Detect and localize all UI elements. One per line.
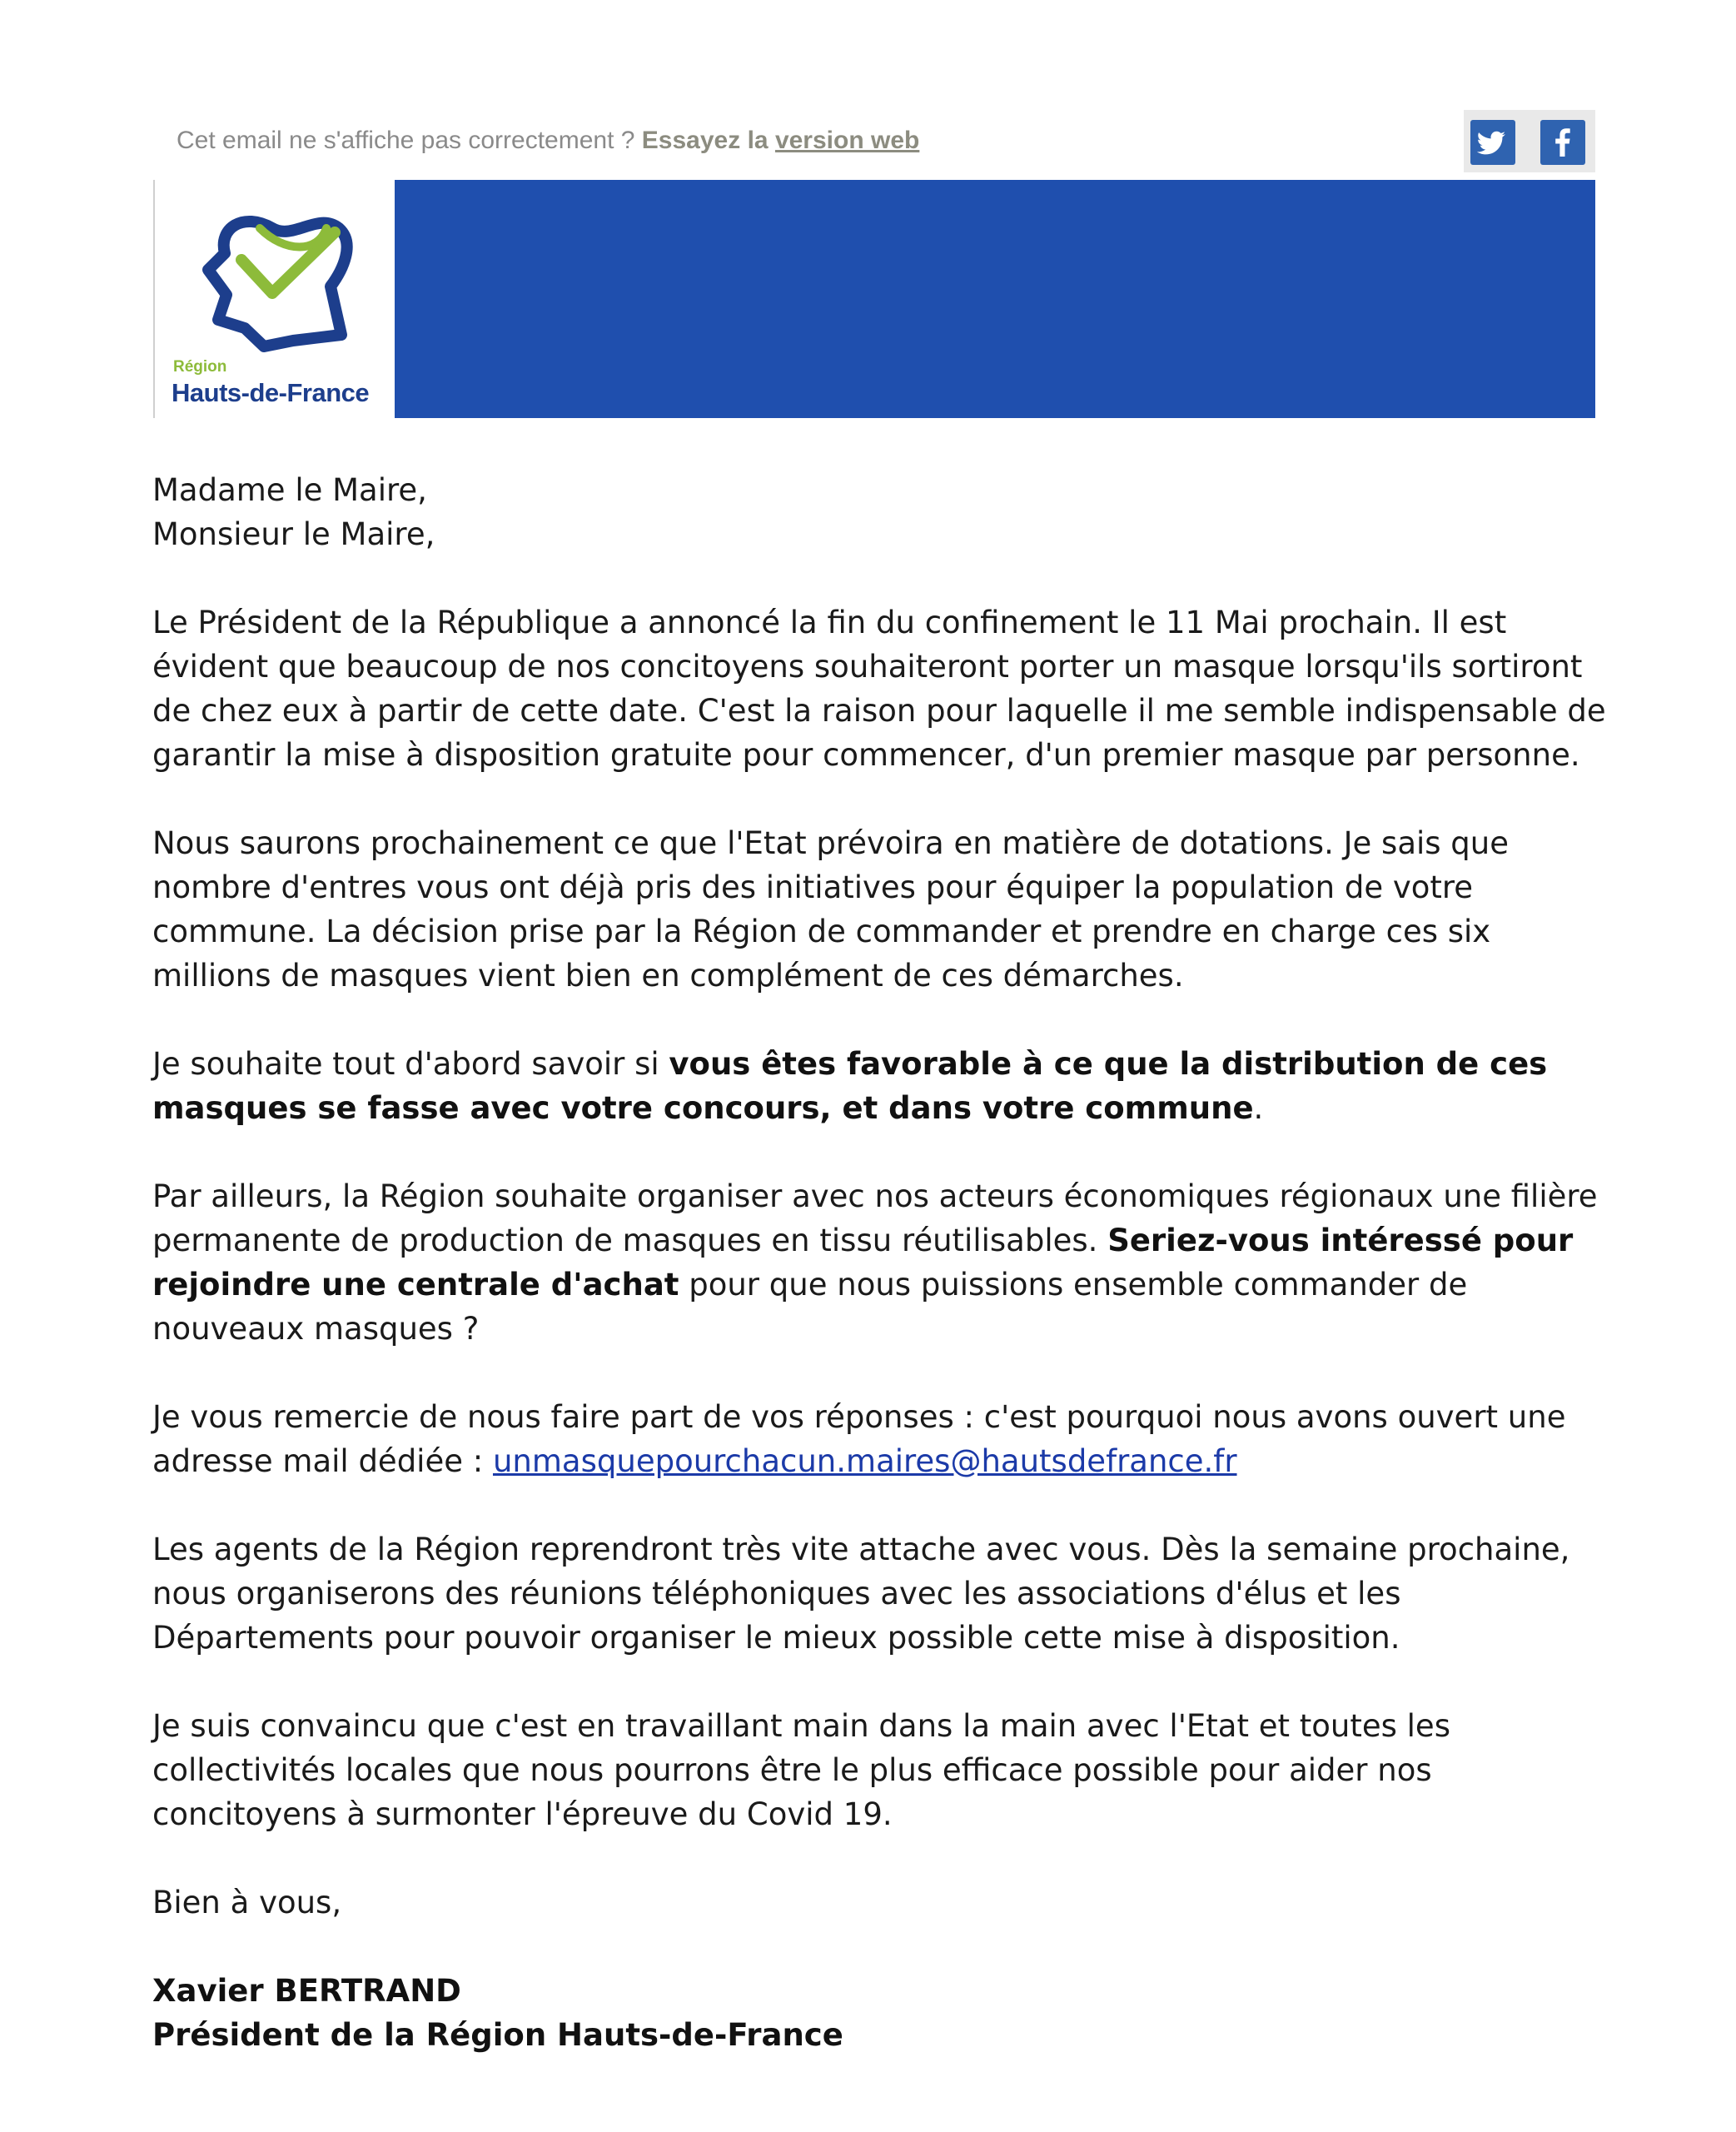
centrale-text: Par ailleurs, la Région souhaite organiser avec nos acteurs économiques régionaux une filière permanente de production de masques en tissu réutilisables. [152,1178,1598,1258]
distribution-text: Je souhaite tout d'abord savoir si [152,1046,669,1082]
logo-region-label: Région [173,358,227,376]
distribution-question: vous êtes favorable à ce que la distribution de ces masques se fasse avec votre concours, et dans votre commune [152,1046,1548,1126]
paragraph-dotations: Nous saurons prochainement ce que l'Etat prévoira en matière de dotations. Je sais que nombre d'entres vous ont déjà pris des initiatives pour équiper la population de votre commune. La décision prise par la Région de commander et prendre en charge ces six millions de masques vient bien en complément de ces démarches. [152,825,1510,994]
closing: Bien à vous, [152,1885,342,1920]
web-version-link[interactable]: version web [774,127,920,154]
web-version-notice [177,127,919,155]
paragraph-distribution [152,1042,1618,1130]
region-logo [153,180,393,418]
letter-body [152,468,1618,2057]
centrale-end: pour que nous puissions ensemble commander de nouveaux masques ? [152,1267,1468,1347]
paragraph-centrale-achat [152,1174,1618,1351]
paragraph-conviction: Je suis convaincu que c'est en travaillant main dans la main avec l'Etat et toutes les collectivités locales que nous pourrons être le plus efficace possible pour aider nos concitoyens à surmonter l'épreuve du Covid 19. [152,1708,1450,1832]
centrale-question: Seriez-vous intéressé pour rejoindre une centrale d'achat [152,1223,1574,1303]
header-banner [395,180,1595,418]
notice-text: Cet email ne s'affiche pas correctement ? [177,127,635,154]
contact-email-link[interactable]: unmasquepourchacun.maires@hautsdefrance.fr [492,1443,1237,1479]
paragraph-confinement: Le Président de la République a annoncé la fin du confinement le 11 Mai prochain. Il est évident que beaucoup de nos concitoyens souhaiteront porter un masque lorsqu'ils sortiront de chez eux à partir de cette date. C'est la raison pour laquelle il me semble indispensable de garantir la mise à disposition gratuite pour commencer, d'un premier masque par personne. [152,605,1606,773]
paragraph-agents: Les agents de la Région reprendront très vite attache avec vous. Dès la semaine prochaine, nous organiserons des réunions téléphoniques avec les associations d'élus et les Départements pour pouvoir organiser le mieux possible cette mise à disposition. [152,1532,1570,1656]
signature-name: Xavier BERTRAND [152,1973,461,2009]
twitter-button[interactable] [1470,120,1515,165]
logo-region-name: Hauts-de-France [172,378,370,407]
facebook-icon [1540,120,1585,165]
salutation-line-2: Monsieur le Maire, [152,516,435,552]
contact-text: Je vous remercie de nous faire part de vos réponses : c'est pourquoi nous avons ouvert une adresse mail dédiée : [152,1399,1566,1479]
region-logo-mark [193,195,360,353]
social-buttons [1464,110,1595,172]
try-label: Essayez la [641,127,769,154]
paragraph-contact [152,1395,1618,1483]
facebook-button[interactable] [1540,120,1585,165]
salutation-line-1: Madame le Maire, [152,472,427,508]
signature-title: Président de la Région Hauts-de-France [152,2017,843,2053]
twitter-icon [1470,120,1515,165]
distribution-end: . [1253,1090,1264,1126]
